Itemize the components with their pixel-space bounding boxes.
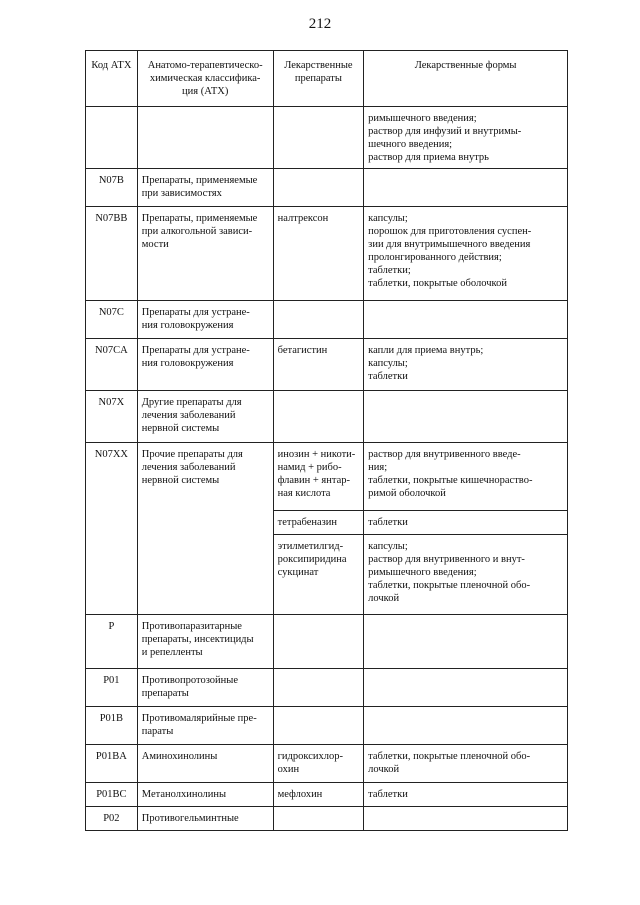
atc-code: P01B <box>86 707 138 745</box>
atc-classification: Метанолхинолины <box>137 783 273 807</box>
atc-code: N07X <box>86 391 138 443</box>
dosage-forms: раствор для внутривенного введе- ния; таблетки, покрытые кишечнораство- римой оболочкой <box>364 443 568 511</box>
atc-code: N07BB <box>86 207 138 301</box>
table-header-row <box>86 51 568 107</box>
drug-name <box>273 301 364 339</box>
drug-name <box>273 391 364 443</box>
atc-classification: Противомалярийные пре- параты <box>137 707 273 745</box>
atc-code: N07CA <box>86 339 138 391</box>
drug-name <box>273 707 364 745</box>
dosage-forms <box>364 807 568 831</box>
dosage-forms <box>364 301 568 339</box>
table-row <box>86 169 568 207</box>
atc-code <box>86 107 138 169</box>
dosage-forms: капсулы; порошок для приготовления суспен- зии для внутримышечного введения пролонгированного действия; таблетки; таблетки, покрытые оболочкой <box>364 207 568 301</box>
atc-classification: Препараты для устране- ния головокружения <box>137 339 273 391</box>
dosage-forms <box>364 391 568 443</box>
dosage-forms: таблетки <box>364 511 568 535</box>
table-row <box>86 669 568 707</box>
atc-code: N07C <box>86 301 138 339</box>
drug-name: гидроксихлор- охин <box>273 745 364 783</box>
drug-name <box>273 669 364 707</box>
table-row <box>86 391 568 443</box>
drug-name: тетрабеназин <box>273 511 364 535</box>
atc-classification: Другие препараты для лечения заболеваний нервной системы <box>137 391 273 443</box>
dosage-forms: римышечного введения; раствор для инфузий и внутримы- шечного введения; раствор для приема внутрь <box>364 107 568 169</box>
drug-name: мефлохин <box>273 783 364 807</box>
table-row <box>86 207 568 301</box>
drug-name <box>273 107 364 169</box>
header-drugs: Лекарственные препараты <box>273 51 364 107</box>
atc-code: P01BC <box>86 783 138 807</box>
table-row <box>86 615 568 669</box>
drug-name: бетагистин <box>273 339 364 391</box>
atc-classification: Аминохинолины <box>137 745 273 783</box>
dosage-forms: капли для приема внутрь; капсулы; таблетки <box>364 339 568 391</box>
header-code: Код АТХ <box>86 51 138 107</box>
atc-classification <box>137 107 273 169</box>
atc-table <box>85 50 568 831</box>
dosage-forms <box>364 669 568 707</box>
atc-classification: Противопротозойные препараты <box>137 669 273 707</box>
atc-classification: Прочие препараты для лечения заболеваний нервной системы <box>137 443 273 615</box>
drug-name: этилметилгид- роксипиридина сукцинат <box>273 535 364 615</box>
atc-code: P01 <box>86 669 138 707</box>
drug-name: инозин + никоти- намид + рибо- флавин + янтар- ная кислота <box>273 443 364 511</box>
atc-code: N07B <box>86 169 138 207</box>
drug-name <box>273 807 364 831</box>
header-classification: Анатомо-терапевтическо- химическая классифика- ция (АТХ) <box>137 51 273 107</box>
atc-code: P <box>86 615 138 669</box>
drug-name: налтрексон <box>273 207 364 301</box>
atc-classification: Противопаразитарные препараты, инсектициды и репелленты <box>137 615 273 669</box>
atc-classification: Препараты, применяемые при зависимостях <box>137 169 273 207</box>
table-row <box>86 301 568 339</box>
table-row <box>86 745 568 783</box>
page-number: 212 <box>308 16 332 32</box>
header-forms: Лекарственные формы <box>364 51 568 107</box>
dosage-forms <box>364 707 568 745</box>
drug-name <box>273 615 364 669</box>
table-row <box>86 443 568 511</box>
dosage-forms: капсулы; раствор для внутривенного и внут- римышечного введения; таблетки, покрытые пленочной обо- лочкой <box>364 535 568 615</box>
atc-classification: Препараты для устране- ния головокружения <box>137 301 273 339</box>
table-row <box>86 339 568 391</box>
drug-name <box>273 169 364 207</box>
table-row <box>86 783 568 807</box>
atc-classification: Препараты, применяемые при алкогольной зависи- мости <box>137 207 273 301</box>
table-row <box>86 807 568 831</box>
table-row <box>86 107 568 169</box>
atc-classification: Противогельминтные <box>137 807 273 831</box>
atc-code: P02 <box>86 807 138 831</box>
atc-code: P01BA <box>86 745 138 783</box>
atc-code: N07XX <box>86 443 138 615</box>
dosage-forms: таблетки <box>364 783 568 807</box>
dosage-forms <box>364 615 568 669</box>
table-row <box>86 707 568 745</box>
dosage-forms <box>364 169 568 207</box>
dosage-forms: таблетки, покрытые пленочной обо- лочкой <box>364 745 568 783</box>
